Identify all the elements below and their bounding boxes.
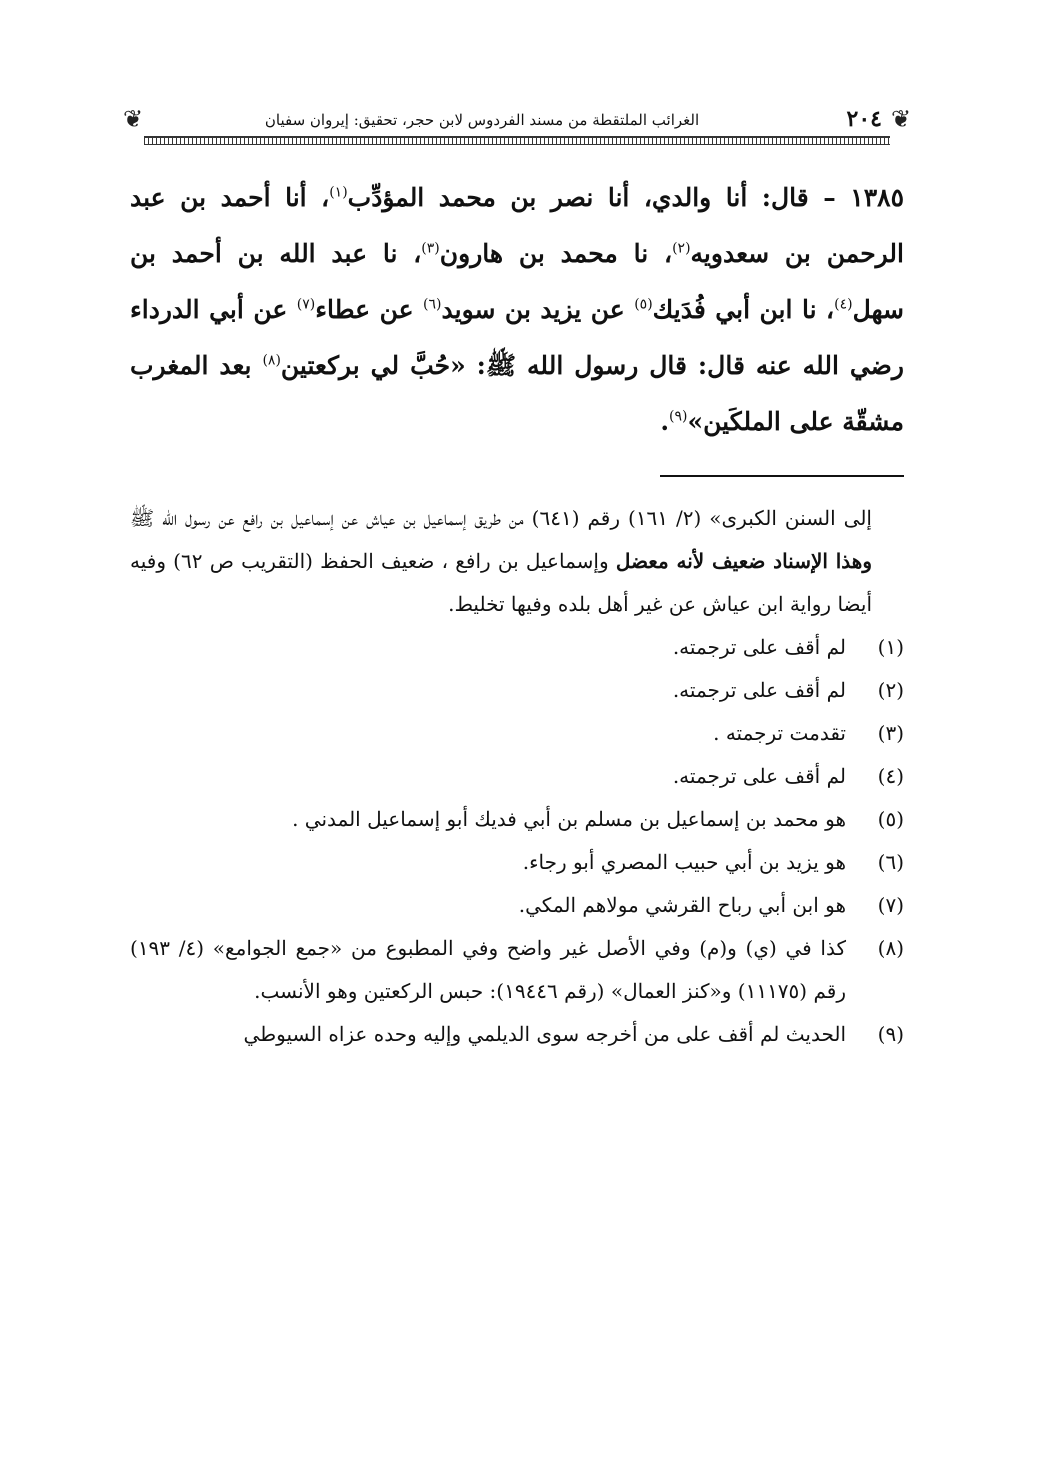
hadith-segment: ، نا عبد الله بن أحمد بن سهل (130, 239, 904, 324)
footnote-number: (١) (877, 635, 904, 659)
footnote-item (130, 927, 904, 1013)
footnote-text: لم أقف على ترجمته. (672, 635, 846, 659)
footnote-text: هو ابن أبي رباح القرشي مولاهم المكي. (518, 893, 846, 917)
footnote-item (130, 884, 904, 927)
hadith-text (130, 170, 904, 450)
hadith-segment: عن يزيد بن سويد (441, 295, 635, 324)
footnote-text: الحديث لم أقف على من أخرجه سوى الديلمي وإليه وحده عزاه السيوطي (243, 1022, 846, 1046)
footnote-ref[interactable]: (٨) (262, 352, 281, 369)
hadith-segment: بعد المغرب مشقّة على الملكَين» (130, 351, 904, 436)
header-rule (144, 136, 890, 145)
hadith-segment: عن أبي الدرداء رضي الله عنه قال: قال رسول الله ﷺ: «حُبَّ لي بركعتين (130, 295, 904, 380)
footnote-number: (٨) (877, 936, 904, 960)
footnote-number: (٧) (877, 893, 904, 917)
continuation-bold-text: وهذا الإسناد ضعيف لأنه معضل (615, 549, 872, 573)
hadith-end: . (660, 407, 670, 436)
running-title: الغرائب الملتقطة من مسند الفردوس لابن حجر، تحقيق: إيروان سفيان (264, 111, 700, 129)
footnote-ref[interactable]: (٩) (669, 408, 688, 425)
hadith-segment: عن عطاء (315, 295, 424, 324)
footnote-number: (٦) (877, 850, 904, 874)
hadith-segment: ، نا محمد بن هارون (439, 239, 673, 268)
footnote-item (130, 798, 904, 841)
hadith-number: ١٣٨٥ (850, 183, 904, 212)
footnote-separator (660, 475, 904, 477)
book-page (122, 100, 912, 1437)
footnote-number: (٥) (877, 807, 904, 831)
page-header (122, 100, 912, 148)
footnote-number: (٤) (877, 764, 904, 788)
footnote-item (130, 669, 904, 712)
footnote-item (130, 755, 904, 798)
footnote-item (130, 712, 904, 755)
footnote-ref[interactable]: (٢) (672, 240, 691, 257)
footnotes (130, 497, 904, 1056)
hadith-dash: – (808, 183, 851, 212)
footnote-item (130, 626, 904, 669)
footnote-ref[interactable]: (٣) (421, 240, 440, 257)
footnote-text: هو يزيد بن أبي حبيب المصري أبو رجاء. (522, 850, 846, 874)
hadith-segment: ، أنا أحمد بن عبد الرحمن بن سعدويه (130, 183, 905, 268)
footnote-ref[interactable]: (٥) (634, 296, 653, 313)
footnote-item (130, 841, 904, 884)
footnote-number: (٢) (877, 678, 904, 702)
continuation-text: وإسماعيل بن رافع ، ضعيف الحفظ (التقريب ص ٦٢) وفيه أيضا رواية ابن عياش عن غير أهل بلده وفيها تخليط. (130, 549, 872, 616)
footnote-ref[interactable]: (٤) (834, 296, 853, 313)
footnote-text: تقدمت ترجمته . (713, 721, 846, 745)
footnote-text: هو محمد بن إسماعيل بن مسلم بن أبي فديك أبو إسماعيل المدني . (292, 807, 846, 831)
footnote-text: كذا في (ي) و(م) وفي الأصل غير واضح وفي المطبوع من «جمع الجوامع» (٤/ ١٩٣) رقم (١١١٧٥) و«كنز العمال» (رقم ١٩٤٤٦): حبس الركعتين وهو الأنسب. (130, 936, 846, 1003)
footnote-ref[interactable]: (٦) (423, 296, 442, 313)
footnote-continuation (130, 497, 904, 626)
hadith-segment: قال: أنا والدي، أنا نصر بن محمد المؤدِّب (347, 183, 809, 212)
continuation-text: إلى السنن الكبرى» (٢/ ١٦١) رقم (٦٤١) من طريق إسماعيل بن عياش عن إسماعيل بن رافع عن رسول الله ﷺ (130, 506, 872, 530)
footnote-number: (٣) (877, 721, 904, 745)
floral-ornament-icon: ❦ (122, 105, 144, 133)
footnote-ref[interactable]: (١) (329, 184, 348, 201)
floral-ornament-icon: ❦ (890, 105, 912, 133)
hadith-segment: ، نا ابن أبي فُدَيك (652, 295, 835, 324)
footnote-text: لم أقف على ترجمته. (672, 678, 846, 702)
footnote-item (130, 1013, 904, 1056)
page-number: ٢٠٤ (846, 106, 882, 132)
footnote-text: لم أقف على ترجمته. (672, 764, 846, 788)
footnote-number: (٩) (877, 1022, 904, 1046)
footnote-ref[interactable]: (٧) (296, 296, 316, 313)
